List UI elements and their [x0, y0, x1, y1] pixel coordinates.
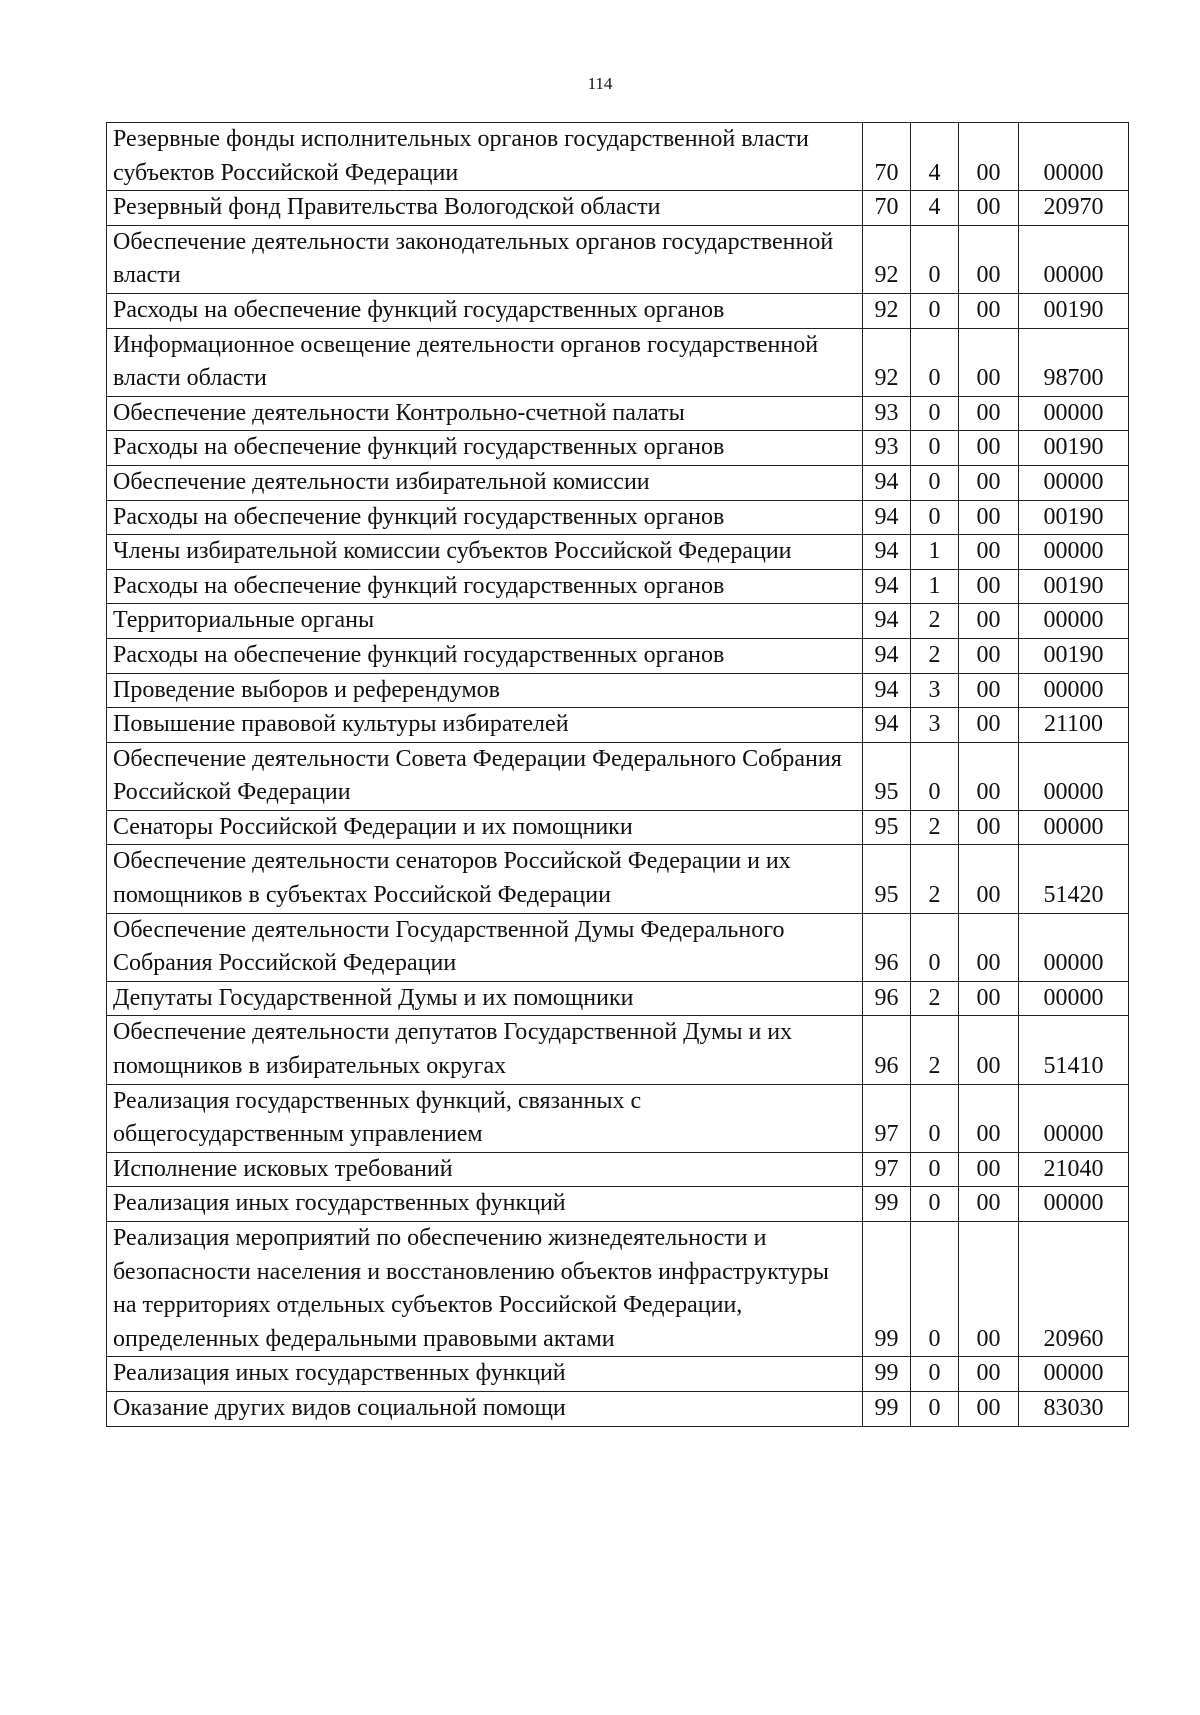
row-code-2-cell: 0 — [911, 500, 959, 535]
row-code-1-cell: 94 — [863, 638, 911, 673]
row-name-cell: Обеспечение деятельности депутатов Государственной Думы и их помощников в избирательных округах — [107, 1016, 863, 1084]
row-code-1-cell: 70 — [863, 191, 911, 226]
row-code-2-cell: 0 — [911, 913, 959, 981]
row-code-2-cell: 2 — [911, 810, 959, 845]
table-row — [107, 569, 1129, 604]
table-row — [107, 123, 1129, 191]
table-row — [107, 638, 1129, 673]
row-code-3-cell: 00 — [959, 638, 1019, 673]
table-row — [107, 535, 1129, 570]
row-code-4-cell: 20970 — [1019, 191, 1129, 226]
row-name-cell: Исполнение исковых требований — [107, 1152, 863, 1187]
row-code-2-cell: 0 — [911, 225, 959, 293]
row-code-2-cell: 0 — [911, 1391, 959, 1426]
table-row — [107, 673, 1129, 708]
row-code-3-cell: 00 — [959, 913, 1019, 981]
row-name-cell: Реализация иных государственных функций — [107, 1187, 863, 1222]
row-name-cell: Сенаторы Российской Федерации и их помощники — [107, 810, 863, 845]
table-row — [107, 604, 1129, 639]
table-row — [107, 1222, 1129, 1357]
row-name-cell: Информационное освещение деятельности органов государственной власти области — [107, 328, 863, 396]
row-code-2-cell: 0 — [911, 742, 959, 810]
row-code-2-cell: 2 — [911, 1016, 959, 1084]
table-row — [107, 500, 1129, 535]
row-code-3-cell: 00 — [959, 1152, 1019, 1187]
row-code-4-cell: 00000 — [1019, 123, 1129, 191]
row-code-1-cell: 96 — [863, 981, 911, 1016]
row-code-2-cell: 0 — [911, 293, 959, 328]
table-row — [107, 431, 1129, 466]
row-code-2-cell: 0 — [911, 431, 959, 466]
row-code-1-cell: 94 — [863, 673, 911, 708]
row-code-1-cell: 94 — [863, 569, 911, 604]
table-row — [107, 293, 1129, 328]
row-name-cell: Резервный фонд Правительства Вологодской области — [107, 191, 863, 226]
table-row — [107, 913, 1129, 981]
row-name-cell: Реализация иных государственных функций — [107, 1357, 863, 1392]
row-code-2-cell: 4 — [911, 123, 959, 191]
row-code-4-cell: 00000 — [1019, 1187, 1129, 1222]
row-name-cell: Члены избирательной комиссии субъектов Российской Федерации — [107, 535, 863, 570]
row-code-3-cell: 00 — [959, 500, 1019, 535]
table-row — [107, 981, 1129, 1016]
row-name-cell: Расходы на обеспечение функций государственных органов — [107, 638, 863, 673]
row-code-4-cell: 00000 — [1019, 981, 1129, 1016]
row-code-1-cell: 92 — [863, 225, 911, 293]
row-code-3-cell: 00 — [959, 465, 1019, 500]
row-code-2-cell: 3 — [911, 708, 959, 743]
row-code-2-cell: 4 — [911, 191, 959, 226]
row-name-cell: Территориальные органы — [107, 604, 863, 639]
row-code-3-cell: 00 — [959, 1391, 1019, 1426]
row-code-1-cell: 94 — [863, 465, 911, 500]
row-code-4-cell: 00000 — [1019, 604, 1129, 639]
row-code-1-cell: 99 — [863, 1357, 911, 1392]
table-row — [107, 1152, 1129, 1187]
row-code-4-cell: 00000 — [1019, 742, 1129, 810]
row-code-3-cell: 00 — [959, 1016, 1019, 1084]
table-row — [107, 708, 1129, 743]
row-name-cell: Повышение правовой культуры избирателей — [107, 708, 863, 743]
table-row — [107, 191, 1129, 226]
row-code-3-cell: 00 — [959, 431, 1019, 466]
row-code-4-cell: 00000 — [1019, 1357, 1129, 1392]
row-code-3-cell: 00 — [959, 569, 1019, 604]
row-code-2-cell: 0 — [911, 1084, 959, 1152]
row-code-2-cell: 1 — [911, 535, 959, 570]
row-name-cell: Расходы на обеспечение функций государственных органов — [107, 569, 863, 604]
row-code-2-cell: 2 — [911, 604, 959, 639]
row-code-2-cell: 0 — [911, 328, 959, 396]
row-code-3-cell: 00 — [959, 673, 1019, 708]
table-row — [107, 396, 1129, 431]
row-name-cell: Обеспечение деятельности Контрольно-счетной палаты — [107, 396, 863, 431]
row-code-4-cell: 00190 — [1019, 638, 1129, 673]
row-code-3-cell: 00 — [959, 708, 1019, 743]
row-code-3-cell: 00 — [959, 191, 1019, 226]
table-row — [107, 1084, 1129, 1152]
table-row — [107, 845, 1129, 913]
row-code-3-cell: 00 — [959, 293, 1019, 328]
row-name-cell: Реализация мероприятий по обеспечению жизнедеятельности и безопасности населения и восстановлению объектов инфраструктуры на территориях отдельных субъектов Российской Федерации, определенных федеральными правовыми актами — [107, 1222, 863, 1357]
page-number: 114 — [587, 74, 613, 93]
row-code-3-cell: 00 — [959, 1187, 1019, 1222]
row-code-3-cell: 00 — [959, 981, 1019, 1016]
row-code-1-cell: 92 — [863, 293, 911, 328]
row-code-2-cell: 0 — [911, 1152, 959, 1187]
row-code-1-cell: 92 — [863, 328, 911, 396]
row-code-2-cell: 3 — [911, 673, 959, 708]
row-name-cell: Обеспечение деятельности законодательных органов государственной власти — [107, 225, 863, 293]
row-code-2-cell: 0 — [911, 465, 959, 500]
row-code-2-cell: 0 — [911, 396, 959, 431]
table-row — [107, 225, 1129, 293]
row-code-1-cell: 70 — [863, 123, 911, 191]
row-code-4-cell: 00000 — [1019, 810, 1129, 845]
row-code-3-cell: 00 — [959, 535, 1019, 570]
row-code-4-cell: 00190 — [1019, 569, 1129, 604]
row-code-1-cell: 95 — [863, 742, 911, 810]
row-code-4-cell: 51410 — [1019, 1016, 1129, 1084]
row-code-3-cell: 00 — [959, 1222, 1019, 1357]
row-code-3-cell: 00 — [959, 604, 1019, 639]
table-row — [107, 1357, 1129, 1392]
row-code-2-cell: 2 — [911, 981, 959, 1016]
row-code-1-cell: 94 — [863, 708, 911, 743]
row-name-cell: Резервные фонды исполнительных органов государственной власти субъектов Российской Федерации — [107, 123, 863, 191]
row-name-cell: Проведение выборов и референдумов — [107, 673, 863, 708]
row-code-1-cell: 94 — [863, 500, 911, 535]
row-code-3-cell: 00 — [959, 845, 1019, 913]
row-name-cell: Обеспечение деятельности сенаторов Российской Федерации и их помощников в субъектах Российской Федерации — [107, 845, 863, 913]
table-row — [107, 328, 1129, 396]
row-code-4-cell: 00000 — [1019, 673, 1129, 708]
row-code-1-cell: 95 — [863, 845, 911, 913]
row-code-1-cell: 99 — [863, 1222, 911, 1357]
row-code-2-cell: 0 — [911, 1222, 959, 1357]
row-code-3-cell: 00 — [959, 396, 1019, 431]
row-name-cell: Обеспечение деятельности Совета Федерации Федерального Собрания Российской Федерации — [107, 742, 863, 810]
row-code-4-cell: 00190 — [1019, 293, 1129, 328]
row-code-4-cell: 21100 — [1019, 708, 1129, 743]
row-code-1-cell: 96 — [863, 913, 911, 981]
row-code-4-cell: 83030 — [1019, 1391, 1129, 1426]
row-code-3-cell: 00 — [959, 328, 1019, 396]
row-code-3-cell: 00 — [959, 123, 1019, 191]
row-code-4-cell: 20960 — [1019, 1222, 1129, 1357]
row-code-4-cell: 00000 — [1019, 1084, 1129, 1152]
row-code-1-cell: 96 — [863, 1016, 911, 1084]
row-code-3-cell: 00 — [959, 1084, 1019, 1152]
row-code-4-cell: 00000 — [1019, 465, 1129, 500]
row-name-cell: Расходы на обеспечение функций государственных органов — [107, 500, 863, 535]
row-code-2-cell: 0 — [911, 1357, 959, 1392]
row-code-1-cell: 94 — [863, 535, 911, 570]
table-row — [107, 810, 1129, 845]
row-code-1-cell: 95 — [863, 810, 911, 845]
row-code-1-cell: 99 — [863, 1391, 911, 1426]
table-row — [107, 465, 1129, 500]
row-code-3-cell: 00 — [959, 1357, 1019, 1392]
row-code-4-cell: 00000 — [1019, 913, 1129, 981]
row-code-4-cell: 00190 — [1019, 500, 1129, 535]
row-code-3-cell: 00 — [959, 742, 1019, 810]
row-name-cell: Оказание других видов социальной помощи — [107, 1391, 863, 1426]
table-row — [107, 1187, 1129, 1222]
row-code-4-cell: 21040 — [1019, 1152, 1129, 1187]
table-row — [107, 1391, 1129, 1426]
row-name-cell: Обеспечение деятельности Государственной Думы Федерального Собрания Российской Федерации — [107, 913, 863, 981]
budget-classification-table — [106, 122, 1129, 1427]
row-code-1-cell: 93 — [863, 431, 911, 466]
row-name-cell: Депутаты Государственной Думы и их помощники — [107, 981, 863, 1016]
row-code-4-cell: 00000 — [1019, 535, 1129, 570]
row-code-4-cell: 00190 — [1019, 431, 1129, 466]
row-code-1-cell: 94 — [863, 604, 911, 639]
row-code-2-cell: 2 — [911, 638, 959, 673]
row-code-2-cell: 1 — [911, 569, 959, 604]
row-code-1-cell: 97 — [863, 1152, 911, 1187]
row-name-cell: Реализация государственных функций, связанных с общегосударственным управлением — [107, 1084, 863, 1152]
row-name-cell: Расходы на обеспечение функций государственных органов — [107, 293, 863, 328]
row-code-4-cell: 00000 — [1019, 396, 1129, 431]
row-code-4-cell: 00000 — [1019, 225, 1129, 293]
table-body — [107, 123, 1129, 1427]
row-name-cell: Расходы на обеспечение функций государственных органов — [107, 431, 863, 466]
row-code-3-cell: 00 — [959, 810, 1019, 845]
row-code-3-cell: 00 — [959, 225, 1019, 293]
row-code-4-cell: 98700 — [1019, 328, 1129, 396]
row-code-4-cell: 51420 — [1019, 845, 1129, 913]
row-code-1-cell: 93 — [863, 396, 911, 431]
table-row — [107, 1016, 1129, 1084]
table-row — [107, 742, 1129, 810]
row-code-1-cell: 97 — [863, 1084, 911, 1152]
row-name-cell: Обеспечение деятельности избирательной комиссии — [107, 465, 863, 500]
row-code-1-cell: 99 — [863, 1187, 911, 1222]
row-code-2-cell: 2 — [911, 845, 959, 913]
row-code-2-cell: 0 — [911, 1187, 959, 1222]
